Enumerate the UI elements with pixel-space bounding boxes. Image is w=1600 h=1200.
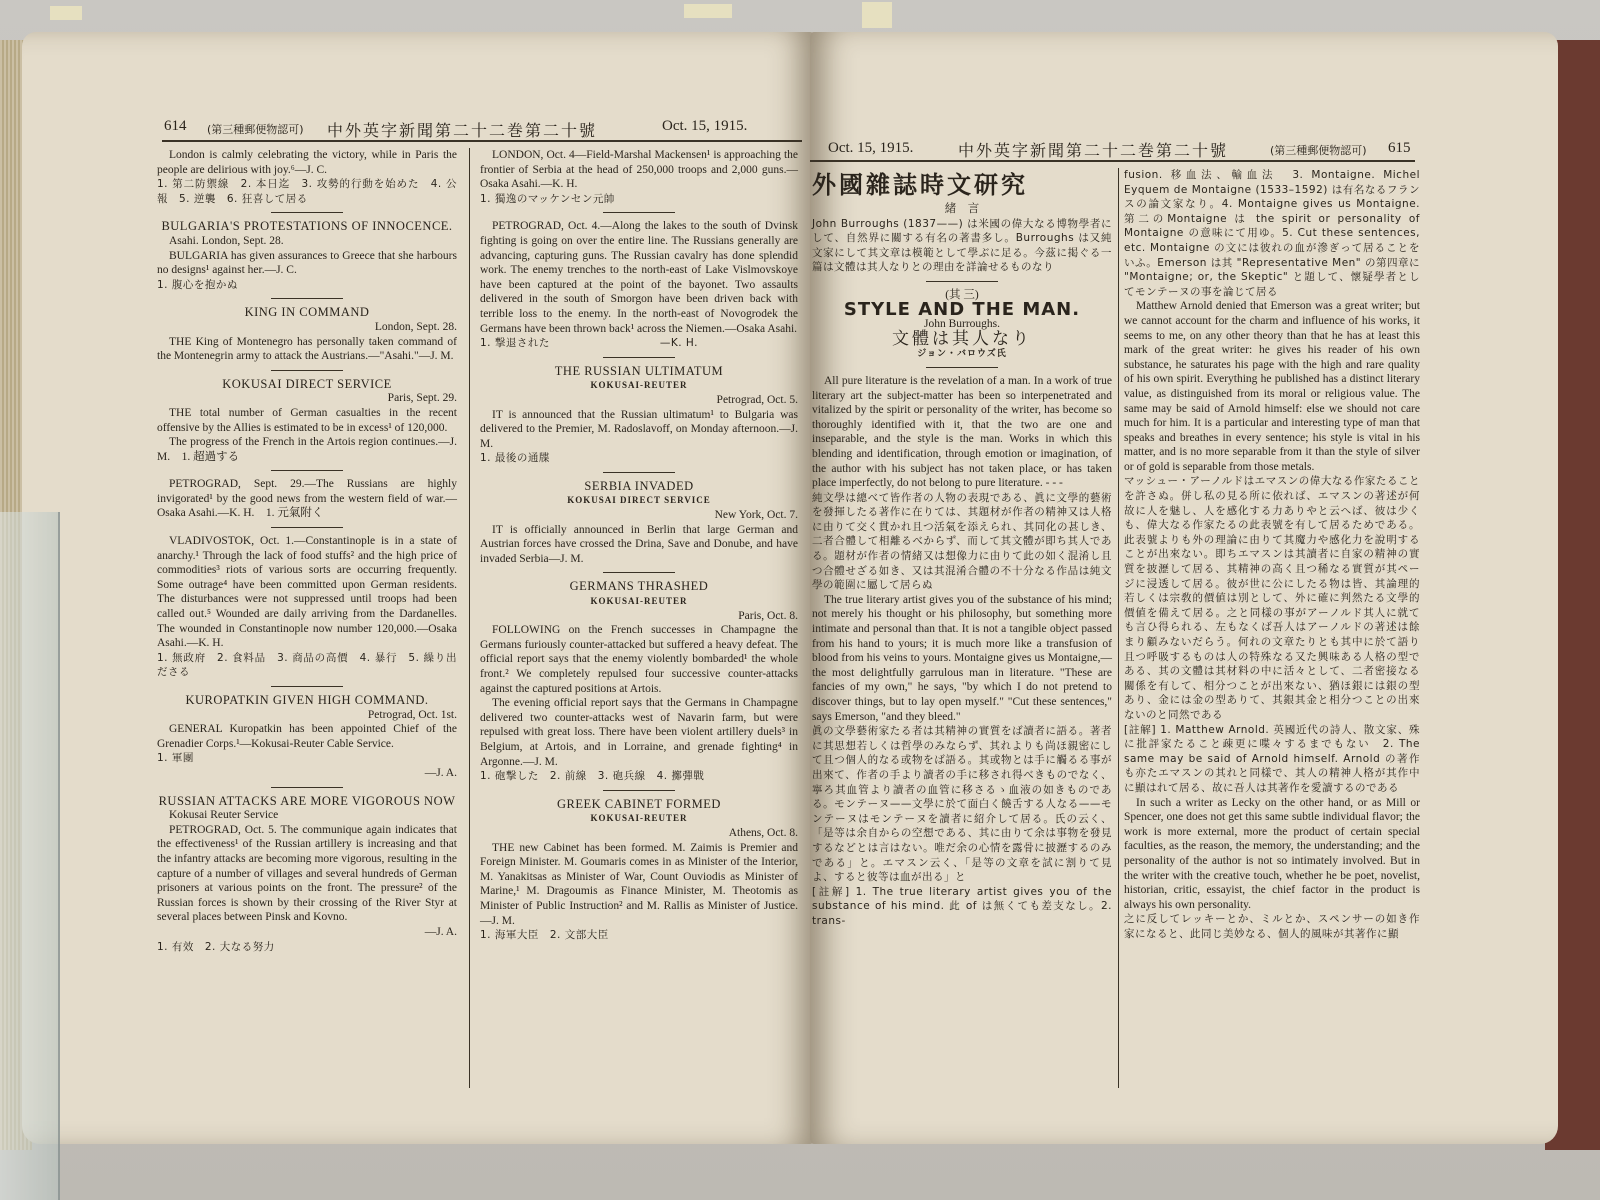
- paragraph: Kokusai Reuter Service: [169, 809, 279, 822]
- paragraph: THE new Cabinet has been formed. M. Zaimis is Premier and Foreign Minister. M. Goumaris comes in as Minister of the Interior, M. Yanakitsas as Minister of War, Count Ouviodis as Minister of Marine,¹ M. Dragoumis as Finance Minister, M. Theotomis as Minister of Public Instruction² and M. Rallis as Minister of Justice.—J. M.: [480, 841, 798, 927]
- centered-text: (其 三): [945, 288, 979, 301]
- left-column-1: [157, 148, 457, 954]
- article-headline: THE RUSSIAN ULTIMATUM: [554, 363, 724, 378]
- page-number: 615: [1388, 140, 1411, 156]
- paragraph: Matthew Arnold denied that Emerson was a great writer; but we cannot account for the charm and influence of his works, it seems to me, on any other theory than that he has at least this mark of the great writer: he gives his reader of his own substance, he saturates his page with the high and rare quality of his own spirit. Everything he published has a distinct literary value, as distinguished from its moral or religious value. The same may be said of Arnold himself: else we should not care much for him. It is a particular and interesting type of man that speaks and breathes in every sentence; his style is vital in his matter, and is no more separable from it than the style of silver or of gold is separable from those metals.: [1124, 300, 1420, 473]
- column-rule: [1118, 168, 1119, 1088]
- header-rule: [162, 140, 802, 142]
- japanese-text: [註解] 1. The true literary artist gives you of the substance of his mind. 此 of は無くても差支なし。2. trans-: [812, 885, 1112, 927]
- japanese-text: 1. 腹心を抱かぬ: [157, 278, 238, 291]
- paragraph: IT is officially announced in Berlin that large German and Austrian forces have crossed the Drina, Save and Donube, and have invaded Serbia—J. M.: [480, 523, 798, 565]
- paragraph: IT is announced that the Russian ultimatum¹ to Bulgaria was delivered to the Premier, M. Radoslavoff, on Monday afternoon.—J. M.: [480, 408, 798, 450]
- article-title-japanese: 文體は其人なり: [892, 328, 1032, 349]
- section-divider: [271, 470, 343, 471]
- section-title: 外國雜誌時文研究: [812, 171, 1028, 199]
- japanese-text: John Burroughs (1837——) は米國の偉大なる博物學者にして、自然界に關する有名の著書多し。Burroughs は又純文家にして其文章は模範として學ぶに足る。今茲に掲ぐる一篇は文體は其人なりとの理由を詳論せるものなり: [812, 217, 1112, 274]
- paragraph: Asahi. London, Sept. 28.: [169, 234, 284, 247]
- article-headline: KUROPATKIN GIVEN HIGH COMMAND.: [185, 693, 429, 707]
- glass-plate: [0, 512, 60, 1200]
- article-headline: SERBIA INVADED: [584, 478, 694, 493]
- article-headline: KING IN COMMAND: [244, 305, 370, 320]
- paragraph: BULGARIA has given assurances to Greece that she harbours no designs¹ against her.—J. C.: [157, 249, 457, 277]
- paragraph: THE total number of German casualties in the recent offensive by the Allies is estimated to be in excess¹ of 120,000.: [157, 406, 457, 434]
- paper-tab: [862, 2, 892, 28]
- japanese-text: 1. 有效 2. 大なる努力: [157, 940, 275, 953]
- news-agency: ジョン・バロウズ氏: [917, 348, 1007, 359]
- centered-text: John Burroughs.: [923, 318, 1001, 331]
- news-agency: KOKUSAI DIRECT SERVICE: [567, 495, 711, 506]
- issue-date: Oct. 15, 1915.: [662, 118, 748, 134]
- article-headline: RUSSIAN ATTACKS ARE MORE VIGOROUS NOW: [158, 793, 456, 808]
- section-divider: [271, 370, 343, 371]
- japanese-text: 1. 無政府 2. 食料品 3. 商品の高價 4. 暴行 5. 繰り出ださる: [157, 651, 457, 679]
- section-divider: [271, 686, 343, 687]
- left-page: [22, 32, 814, 1144]
- paper-tab: [684, 4, 732, 18]
- dateline: Athens, Oct. 8.: [728, 826, 798, 839]
- right-page: [810, 32, 1558, 1144]
- section-divider: [603, 572, 675, 573]
- japanese-text: [註解] 1. Matthew Arnold. 英國近代の詩人、散文家、殊に批評家たること疎更に喋々するまでもない 2. The same may be said of Arnold himself. Arnold の著作も亦たエマスンの其れと同樣で、其人の精神人格が其作中に顯はれて居る、故に吾人は其著作を愛讀するのである: [1124, 723, 1420, 794]
- news-agency: KOKUSAI-REUTER: [590, 813, 688, 824]
- paragraph: All pure literature is the revelation of a man. In a work of true literary art the subject-matter has been so interpenetrated and vitalized by the spirit or personality of the writer, has become so thoroughly identified with it, that the two are one and inseparable, and the style is the man. Works in which this blending and identification, through emotion or imagination, of the author with his subject has not taken place, or has taken place imperfectly, do not belong to pure literature. - - -: [812, 374, 1112, 490]
- dateline: London, Sept. 28.: [374, 320, 457, 333]
- page-number: 614: [164, 118, 187, 134]
- paragraph: PETROGRAD, Oct. 5. The communique again indicates that the effectiveness¹ of the Russian artillery is increasing and that the infantry attacks are becoming more vigorous, resulting in the capture of a number of villages and several hundreds of German prisoners at various points on the front. The pressure² of the Russian forces is shown by their crossing of the River Styr at several places between Pinsk and Kovno.: [157, 823, 457, 924]
- issue-date: Oct. 15, 1915.: [828, 140, 914, 156]
- japanese-text: 1. 第二防禦線 2. 本日迄 3. 攻勢的行動を始めた 4. 公報 5. 逆襲 6. 狂喜して居る: [157, 178, 457, 205]
- section-divider: [603, 790, 675, 791]
- section-divider: [271, 527, 343, 528]
- paragraph: The progress of the French in the Artois region continues.—J. M. 1. 超過する: [157, 436, 457, 463]
- section-divider: [603, 212, 675, 213]
- section-divider: [603, 357, 675, 358]
- masthead: 中外英字新聞第二十二巻第二十號: [958, 141, 1229, 160]
- centered-text: 緒 言: [944, 203, 980, 215]
- dateline: New York, Oct. 7.: [714, 509, 798, 522]
- japanese-text: 眞の文學藝術家たる者は其精神の實質をば讀者に語る。著者に其思想若しくは哲學のみならず、其れよりも尚ほ親密にして且つ個人的なる或物をば語る。其或物とは手に觸るる事が出來て、作者の手より讀者の手に移され得べきものでなく、寧ろ其血管より讀者の血管に移さるゝ血液の如きものである。モンテーヌ——文學に於て面白く饒舌する人なる——モンテーヌはモンテーヌを讀者に紹介して居る。氏の云く、「是等は余自からの空想である、其に由りて余は事物を發見するなどとは言はない。唯だ余の心情を露骨に披瀝するのみである」と。エマスン云く、「是等の文章を試に割りて見よ、すると彼等は血が出る」と: [812, 725, 1112, 884]
- dateline: Petrograd, Oct. 5.: [716, 393, 798, 406]
- section-divider: [271, 212, 343, 213]
- right-column-2: [1124, 168, 1420, 941]
- paragraph: PETROGRAD, Oct. 4.—Along the lakes to the south of Dvinsk fighting is going on over the entire line. The Russians generally are advancing, capturing guns. The Russian cavalry has done splendid work. The enemy trenches to the north-east of Lake Vislmovskoye have been captured at the point of the bayonet. Two assaults delivered in the south of Smorgon have been driven back with terrible loss to the enemy. In the north-east of Novogrodek the Germans have been thrown back¹ across the Niemen.—Osaka Asahi.: [480, 220, 798, 335]
- japanese-text: 純文學は總べて皆作者の人物の表現である、眞に文學的藝術を發揮したる著作に在りては、其題材が作者の精神又は人格に由りて交く貫かれ且つ活氣を添えられ、其同化の甚しき、二者合體して相離るべからず、而して其文體が即ち其人である。題材が作者の情緒又は想像力に由りて此の如く混淆し且つ合體せざる如き、又は其混淆合體の不十分なる作品は純文學の範圍に屬して居らぬ: [812, 491, 1112, 592]
- paragraph: FOLLOWING on the French successes in Champagne the Germans furiously counter-attacked but suffered a heavy defeat. The official report says that the enemy violently bombarded¹ the whole front.² We completely repulsed four successive counter-attacks against the captured positions at Artois.: [480, 624, 798, 695]
- left-column-2: [480, 148, 798, 943]
- header-rule: [810, 160, 1415, 162]
- japanese-text: 1. 撃退された —K. H.: [480, 337, 698, 350]
- japanese-text: 1. 砲撃した 2. 前線 3. 砲兵線 4. 擲彈戰: [480, 770, 705, 783]
- paragraph: The true literary artist gives you of the substance of his mind; not merely his thought or his philosophy, but something more intimate and personal than that. It is not a tangible object passed from his hand to yours; it is much more like a transfusion of blood from his veins to yours. Montaigne gives us Montaigne,—the most delightfully garrulous man in literature. "These are fancies of my own," he says, "by which I do not pretend to discover things, but to lay open myself." "Cut these sentences," says Emerson, "and they bleed.": [812, 593, 1112, 723]
- japanese-text: 之に反してレッキーとか、ミルとか、スペンサーの如き作家になると、此同じ美妙なる、個人的風味が其著作に顯: [1124, 913, 1420, 940]
- dateline: Paris, Sept. 29.: [387, 392, 457, 405]
- article-headline: BULGARIA'S PROTESTATIONS OF INNOCENCE.: [161, 219, 453, 234]
- japanese-text: 1. 軍團: [157, 752, 194, 765]
- paragraph: GENERAL Kuropatkin has been appointed Chief of the Grenadier Corps.¹—Kokusai-Reuter Cable Service.: [157, 723, 457, 750]
- postal-permit: (第三種郵便物認可): [207, 123, 304, 136]
- section-divider: [926, 367, 998, 368]
- paragraph: THE King of Montenegro has personally taken command of the Montenegrin army to attack the Austrians.—"Asahi."—J. M.: [157, 335, 457, 363]
- postal-permit: (第三種郵便物認可): [1270, 144, 1367, 157]
- paper-tab: [50, 6, 82, 20]
- masthead: 中外英字新聞第二十二巻第二十號: [327, 121, 598, 140]
- article-headline: KOKUSAI DIRECT SERVICE: [222, 376, 392, 391]
- dateline: Petrograd, Oct. 1st.: [367, 708, 457, 721]
- section-divider: [926, 281, 998, 282]
- dateline: Paris, Oct. 8.: [738, 609, 798, 622]
- dateline: —J. A.: [424, 766, 457, 779]
- article-title: STYLE AND THE MAN.: [843, 298, 1081, 320]
- japanese-text: 1. 最後の通牒: [480, 452, 550, 465]
- article-headline: GREEK CABINET FORMED: [557, 796, 721, 811]
- news-agency: KOKUSAI-REUTER: [590, 596, 688, 607]
- section-divider: [603, 472, 675, 473]
- paragraph: LONDON, Oct. 4—Field-Marshal Mackensen¹ is approaching the frontier of Serbia at the head of 250,000 troops and 2,000 guns.—Osaka Asahi.—K. H.: [480, 149, 798, 191]
- paragraph: VLADIVOSTOK, Oct. 1.—Constantinople is in a state of anarchy.¹ Through the lack of food stuffs² and the high price of commodities³ riots of various sorts are occurring frequently. Some outrage⁴ have been committed upon German residents. The disturbances were not suppressed until troops had been called out.⁵ Wounded are daily arriving from the Dardanelles. The wounded in Constantinople now number 120,000.—Osaka Asahi.—K. H.: [157, 535, 457, 650]
- paragraph: In such a writer as Lecky on the other hand, or as Mill or Spencer, one does not get this same subtle individual flavor; the work is more external, more the product of certain special faculties, as the reason, the memory, the understanding; and the personality of the author is not so intimately involved. But in the writer with the creative touch, whether he be poet, novelist, historian, critic, essayist, the chief factor in the product is always his own personality.: [1124, 796, 1420, 911]
- japanese-text: マッシュー・アーノルドはエマスンの偉大なる作家たることを許さぬ。併し私の見る所に依れば、エマスンの著述が何故に人を魅し、人を感化する力ありやと云へば、彼は少くも、偉大なる作家たるの此表號を有して居るためである。此表號よりも外の理論に由りて其魔力や感化力を說明することが出來ない。即ちエマスンは其讀者に自家の精神の實質を披瀝して居る、其精神の高く且つ稀なる實質が其ページに浸透して居る。彼が世に公にしたる物は皆、其論理的若しくは宗敎的價値は別として、外に確に判然たる文學的價値を備えて居る。之と同樣の事がアーノルド其人に就ても言ひ得られる、左もなくば吾人はアーノルドの著述は餘まり顧みないだらう。何れの文章たりとも其中に於て語り且つ呼吸するものは人の特殊なる又た興味ある人格の型である、其の文體は其材料の中に活々として、二者密接なる關係を有して、相分つことが出來ない、猶ほ銀には銀の型あり、金には金の型ありて、其銀其金と相分つことの出來ないのと同然である: [1124, 475, 1420, 721]
- paragraph: The evening official report says that the Germans in Champagne delivered two counter-attacks west of Navarin farm, but were repulsed with great loss. There have been violent artillery duels³ in Belgium, at Artois, and in Lorraine, and grenade fighting⁴ in Argonne.—J. M.: [480, 697, 798, 768]
- paragraph: PETROGRAD, Sept. 29.—The Russians are highly invigorated¹ by the good news from the western field of war.—Osaka Asahi.—K. H. 1. 元氣附く: [157, 478, 457, 520]
- column-rule: [469, 148, 470, 1088]
- news-agency: KOKUSAI-REUTER: [590, 380, 688, 391]
- japanese-text: 1. 海軍大臣 2. 文部大臣: [480, 929, 609, 942]
- section-divider: [271, 298, 343, 299]
- article-headline: GERMANS THRASHED: [569, 579, 709, 594]
- japanese-text: fusion. 移血法、輸血法 3. Montaigne. Michel Eyquem de Montaigne (1533–1592) は有名なるフランスの論文家なり。4. Montaigne gives us Montaigne. 第二のMontaigne は the spirit or personality of Montaigne の意味にて用ゆ。5. Cut these sentences, etc. Montaigne の文には彼れの血が滲ぎって居ることをいふ。Emerson は其 "Representative Men" の第四章に "Montaigne; or, the Skeptic" と題して、懷疑學者としてモンテーヌの事を論じて居る: [1124, 169, 1420, 298]
- right-column-1: [812, 168, 1112, 929]
- japanese-text: 1. 獨逸のマッケンセン元帥: [480, 192, 615, 205]
- section-divider: [271, 787, 343, 788]
- dateline: —J. A.: [424, 925, 457, 938]
- paragraph: London is calmly celebrating the victory, while in Paris the people are delirious with joy.⁶—J. C.: [157, 149, 457, 176]
